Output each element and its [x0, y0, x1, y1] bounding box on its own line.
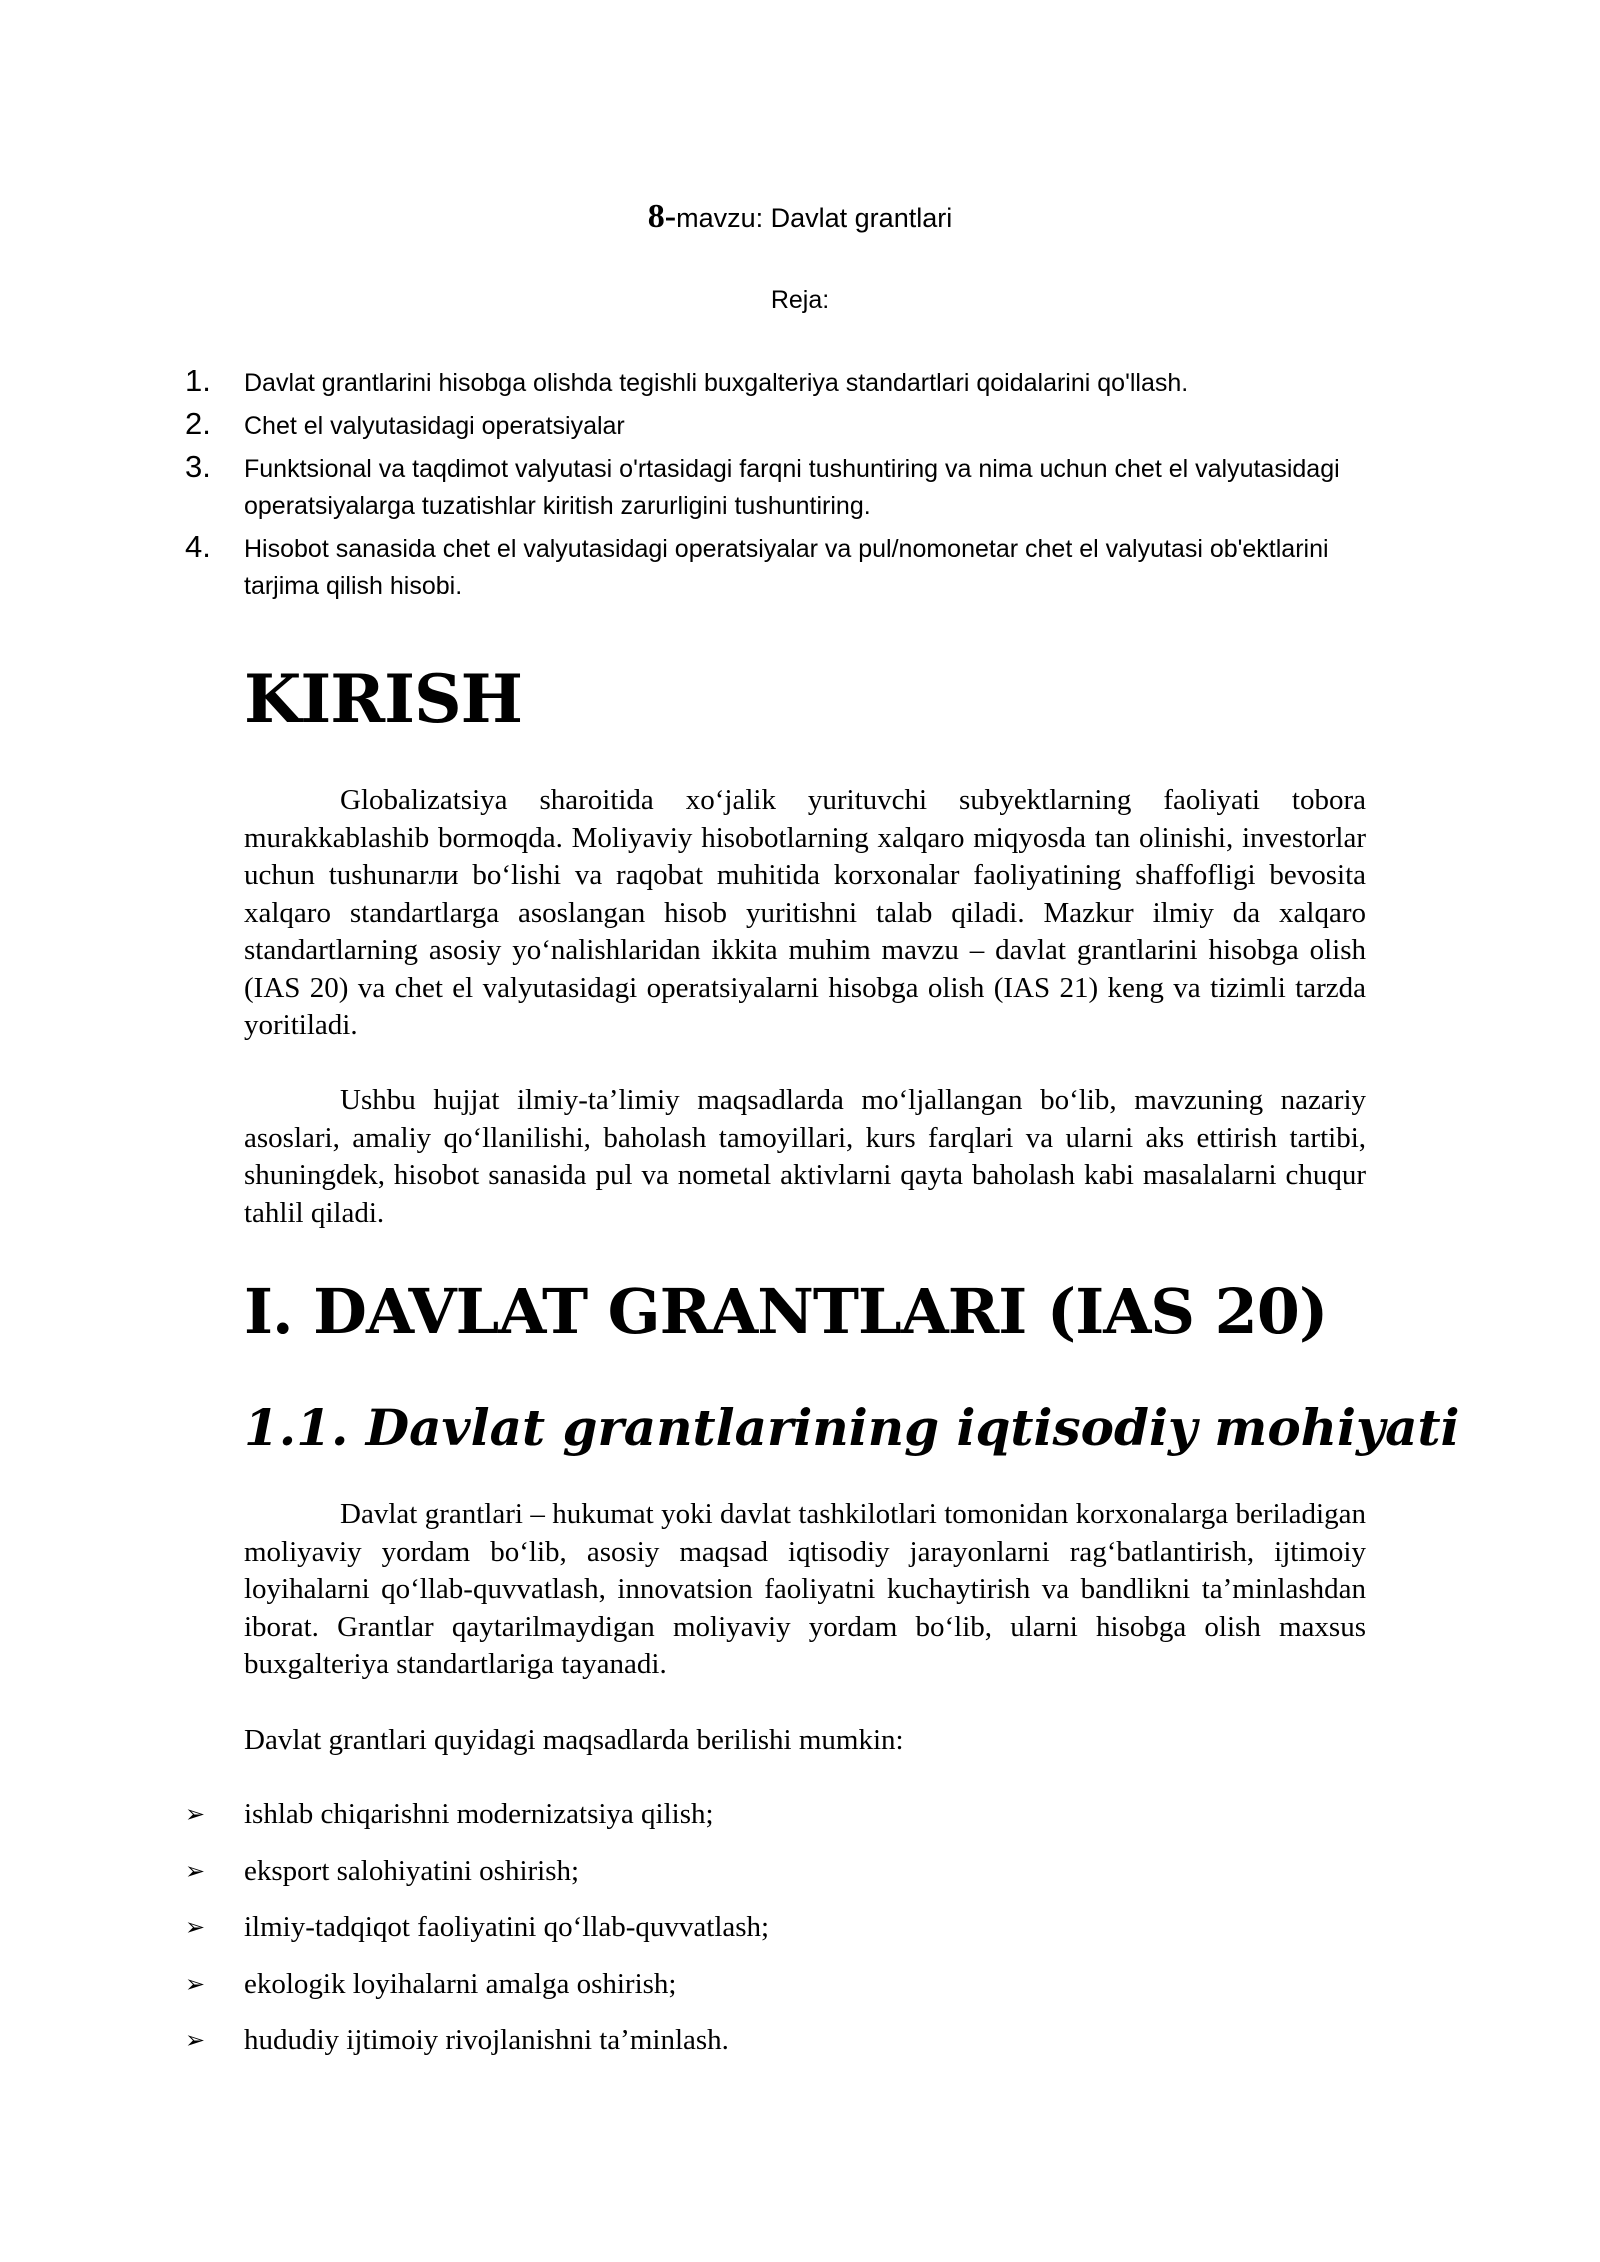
topic-number: 8-	[647, 198, 677, 235]
plan-item-text: Chet el valyutasidagi operatsiyalar	[244, 412, 625, 440]
list-item	[185, 1965, 769, 2022]
section-paragraph-2: Davlat grantlari quyidagi maqsadlarda berilishi mumkin:	[244, 1724, 904, 1756]
purpose-list	[185, 1795, 769, 2078]
arrow-bullet-icon: ➢	[185, 1800, 206, 1828]
list-item	[185, 2021, 769, 2078]
section-heading: I. DAVLAT GRANTLARI (IAS 20)	[244, 1275, 1328, 1348]
list-item-text: hududiy ijtimoiy rivojlanishni ta’minlash.	[244, 2024, 729, 2056]
plan-item	[185, 408, 1345, 445]
plan-list	[185, 365, 1345, 611]
list-item-text: ekologik loyihalarni amalga oshirish;	[244, 1967, 677, 2000]
list-item	[185, 1795, 769, 1852]
arrow-bullet-icon: ➢	[185, 1856, 206, 1885]
plan-item	[185, 451, 1345, 525]
section-paragraph-1: Davlat grantlari – hukumat yoki davlat tashkilotlari tomonidan korxonalarga beriladigan moliyaviy yordam bo‘lib, asosiy maqsad iqtisodiy jarayonlarni rag‘batlantirish, ijtimoiy loyihalarni qo‘llab-quvvatlash, innovatsion faoliyatni kuchaytirish va bandlikni ta’minlashdan iborat. Grantlar qaytarilmaydigan moliyaviy yordam bo‘lib, ularni hisobga olish maxsus buxgalteriya standartlariga tayanadi.	[244, 1498, 1366, 1680]
intro-paragraph-1: Globalizatsiya sharoitida xo‘jalik yurituvchi subyektlarning faoliyati tobora murakkablashib bormoqda. Moliyaviy hisobotlarning xalqaro miqyosda tan olinishi, investorlar uchun tushunarли bo‘lishi va raqobat muhitida korxonalar faoliyatining shaffofligi bevosita xalqaro standartlarga asoslangan hisob yuritishni talab qiladi. Mazkur ilmiy da xalqaro standartlarning asosiy yo‘nalishlaridan ikkita muhim mavzu – davlat grantlarini hisobga olish (IAS 20) va chet el valyutasidagi operatsiyalarni hisobga olish (IAS 21) keng va tizimli tarzda yoritiladi.	[244, 784, 1366, 1041]
list-item-text: eksport salohiyatini oshirish;	[244, 1854, 580, 1887]
intro-heading: KIRISH	[244, 660, 522, 738]
subsection-heading: 1.1. Davlat grantlarining iqtisodiy mohiyati	[244, 1398, 1460, 1457]
plan-item-number: 2.	[185, 406, 211, 441]
list-item-text: ishlab chiqarishni modernizatsiya qilish;	[244, 1798, 714, 1830]
list-item-text: ilmiy-tadqiqot faoliyatini qo‘llab-quvvatlash;	[244, 1911, 770, 1943]
plan-item	[185, 365, 1345, 402]
list-item	[185, 1852, 769, 1909]
arrow-bullet-icon: ➢	[185, 1969, 206, 1998]
plan-item-number: 3.	[185, 449, 211, 484]
plan-label: Reja:	[770, 286, 830, 314]
topic-title	[0, 198, 1600, 236]
list-item	[185, 1908, 769, 1965]
plan-item-number: 1.	[185, 363, 211, 398]
plan-item-text: Funktsional va taqdimot valyutasi o'rtasidagi farqni tushuntiring va nima uchun chet el valyutasidagi operatsiyalarga tuzatishlar kiritish zarurligini tushuntiring.	[244, 455, 1340, 520]
plan-item-text: Hisobot sanasida chet el valyutasidagi operatsiyalar va pul/nomonetar chet el valyutasi ob'ektlarini tarjima qilish hisobi.	[244, 535, 1329, 600]
plan-item-text: Davlat grantlarini hisobga olishda tegishli buxgalteriya standartlari qoidalarini qo'llash.	[244, 369, 1189, 397]
plan-item	[185, 531, 1345, 605]
plan-item-number: 4.	[185, 529, 211, 564]
arrow-bullet-icon: ➢	[185, 2026, 206, 2054]
topic-name: mavzu: Davlat grantlari	[676, 203, 953, 233]
intro-paragraph-2: Ushbu hujjat ilmiy-ta’limiy maqsadlarda mo‘ljallangan bo‘lib, mavzuning nazariy asoslari, amaliy qo‘llanilishi, baholash tamoyillari, kurs farqlari va ularni aks ettirish tartibi, shuningdek, hisobot sanasida pul va nometal aktivlarni qayta baholash kabi masalalarni chuqur tahlil qiladi.	[244, 1084, 1366, 1229]
arrow-bullet-icon: ➢	[185, 1913, 206, 1941]
